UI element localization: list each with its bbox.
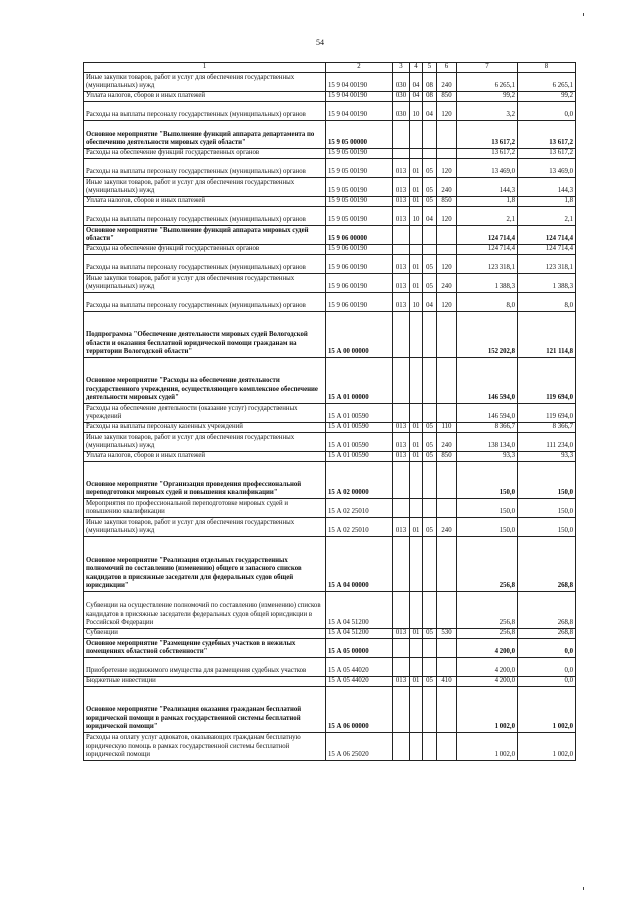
row-c6: 120: [437, 255, 457, 274]
row-code: 15 А 01 00590: [326, 433, 393, 452]
table-row: [84, 121, 576, 149]
row-c3: [393, 687, 410, 733]
table-row: [84, 658, 576, 677]
row-c3: 013: [393, 159, 410, 178]
row-name: Расходы на выплаты персоналу государственных (муниципальных) органов: [84, 293, 326, 312]
row-value-2: 0,0: [518, 639, 576, 658]
row-c6: 850: [437, 197, 457, 207]
row-c3: [393, 639, 410, 658]
table-row: [84, 293, 576, 312]
row-value-2: 119 694,0: [518, 404, 576, 423]
row-c6: [437, 358, 457, 404]
row-c3: [393, 121, 410, 149]
row-c5: [423, 149, 437, 159]
row-name: Расходы на обеспечение функций государственных органов: [84, 245, 326, 255]
row-c6: [437, 499, 457, 518]
row-name: Расходы на обеспечение функций государственных органов: [84, 149, 326, 159]
row-name: Расходы на выплаты персоналу государственных (муниципальных) органов: [84, 102, 326, 121]
row-c6: [437, 149, 457, 159]
row-value-2: 150,0: [518, 499, 576, 518]
row-c3: [393, 733, 410, 761]
row-value-1: 1,8: [457, 197, 518, 207]
row-code: 15 А 06 00000: [326, 687, 393, 733]
row-c4: [410, 404, 423, 423]
row-name: Расходы на выплаты персоналу государственных (муниципальных) органов: [84, 207, 326, 226]
row-name: Иные закупки товаров, работ и услуг для обеспечения государственных (муниципальных) нужд: [84, 178, 326, 197]
row-c5: 05: [423, 423, 437, 433]
page-number: 54: [316, 38, 324, 47]
row-c3: 013: [393, 207, 410, 226]
row-c4: [410, 592, 423, 629]
row-c3: 013: [393, 518, 410, 537]
row-c4: [410, 462, 423, 499]
table-row: [84, 274, 576, 293]
row-code: 15 9 05 00190: [326, 178, 393, 197]
row-name: Приобретение недвижимого имущества для размещения судебных участков: [84, 658, 326, 677]
row-name: Расходы на выплаты персоналу казенных учреждений: [84, 423, 326, 433]
budget-table: [83, 62, 576, 761]
row-value-1: 256,8: [457, 537, 518, 592]
table-row: [84, 255, 576, 274]
row-value-2: 13 617,2: [518, 149, 576, 159]
row-c4: [410, 312, 423, 358]
row-value-1: 146 594,0: [457, 358, 518, 404]
row-c6: 240: [437, 433, 457, 452]
row-c5: [423, 687, 437, 733]
row-c3: [393, 404, 410, 423]
row-name: Уплата налогов, сборов и иных платежей: [84, 92, 326, 102]
row-c4: 01: [410, 197, 423, 207]
table-row: [84, 592, 576, 629]
row-c3: [393, 245, 410, 255]
table-row: [84, 207, 576, 226]
row-value-1: 3,2: [457, 102, 518, 121]
row-value-1: 13 617,2: [457, 149, 518, 159]
row-c3: 013: [393, 433, 410, 452]
row-c5: 05: [423, 178, 437, 197]
row-value-1: 13 617,2: [457, 121, 518, 149]
row-value-2: 6 265,1: [518, 73, 576, 92]
row-c6: 410: [437, 677, 457, 687]
row-value-1: 6 265,1: [457, 73, 518, 92]
row-c3: 013: [393, 452, 410, 462]
row-name: Мероприятия по профессиональной переподготовке мировых судей и повышению квалификации: [84, 499, 326, 518]
row-value-2: 150,0: [518, 462, 576, 499]
row-value-2: 0,0: [518, 677, 576, 687]
table-row: [84, 358, 576, 404]
row-code: 15 9 05 00190: [326, 149, 393, 159]
row-c6: [437, 537, 457, 592]
row-c3: 013: [393, 197, 410, 207]
row-c4: 04: [410, 92, 423, 102]
table-row: [84, 197, 576, 207]
row-c6: [437, 658, 457, 677]
row-c5: [423, 226, 437, 245]
table-row: [84, 629, 576, 639]
row-c4: [410, 733, 423, 761]
row-value-2: 13 617,2: [518, 121, 576, 149]
row-code: 15 А 04 00000: [326, 537, 393, 592]
scan-mark: [583, 887, 584, 890]
row-name: Основное мероприятие "Размещение судебных участков в нежилых помещениях областной собственности": [84, 639, 326, 658]
row-value-1: 146 594,0: [457, 404, 518, 423]
row-name: Иные закупки товаров, работ и услуг для обеспечения государственных (муниципальных) нужд: [84, 73, 326, 92]
row-c3: [393, 462, 410, 499]
row-c4: 01: [410, 178, 423, 197]
row-code: 15 9 06 00000: [326, 226, 393, 245]
row-value-1: 144,3: [457, 178, 518, 197]
row-c4: 01: [410, 423, 423, 433]
row-code: 15 9 05 00190: [326, 207, 393, 226]
table-row: [84, 92, 576, 102]
row-c3: 013: [393, 423, 410, 433]
row-code: 15 А 05 44020: [326, 658, 393, 677]
row-c5: 08: [423, 92, 437, 102]
row-c4: 01: [410, 159, 423, 178]
row-value-1: 93,3: [457, 452, 518, 462]
row-code: 15 А 05 44020: [326, 677, 393, 687]
row-c6: [437, 639, 457, 658]
row-c5: 08: [423, 73, 437, 92]
row-c5: [423, 733, 437, 761]
row-name: Расходы на оплату услуг адвокатов, оказывающих гражданам бесплатную юридическую помощь в рамках государственной системы бесплатной юридической помощи: [84, 733, 326, 761]
row-c5: 05: [423, 629, 437, 639]
row-value-2: 2,1: [518, 207, 576, 226]
row-c4: 01: [410, 518, 423, 537]
row-name: Уплата налогов, сборов и иных платежей: [84, 197, 326, 207]
table-row: [84, 687, 576, 733]
table-row: [84, 433, 576, 452]
table-row: [84, 462, 576, 499]
row-c4: [410, 121, 423, 149]
row-c4: 01: [410, 274, 423, 293]
row-c6: 240: [437, 518, 457, 537]
row-value-2: 1 002,0: [518, 733, 576, 761]
row-c3: [393, 312, 410, 358]
row-code: 15 А 04 51200: [326, 592, 393, 629]
row-c4: 10: [410, 293, 423, 312]
row-value-2: 99,2: [518, 92, 576, 102]
row-name: Расходы на выплаты персоналу государственных (муниципальных) органов: [84, 159, 326, 178]
row-value-1: 1 388,3: [457, 274, 518, 293]
table-row: [84, 226, 576, 245]
row-c5: [423, 404, 437, 423]
row-value-1: 138 134,0: [457, 433, 518, 452]
row-c4: [410, 639, 423, 658]
row-c6: 120: [437, 207, 457, 226]
row-code: 15 9 05 00000: [326, 121, 393, 149]
row-code: 15 А 02 00000: [326, 462, 393, 499]
row-c3: [393, 537, 410, 592]
row-c4: [410, 226, 423, 245]
row-code: 15 А 01 00590: [326, 423, 393, 433]
table-row: [84, 518, 576, 537]
row-value-2: 121 114,8: [518, 312, 576, 358]
table-row: [84, 312, 576, 358]
row-c6: [437, 687, 457, 733]
row-c6: [437, 312, 457, 358]
table-row: [84, 73, 576, 92]
table-row: [84, 178, 576, 197]
row-c6: 120: [437, 102, 457, 121]
row-value-1: 99,2: [457, 92, 518, 102]
row-code: 15 А 05 00000: [326, 639, 393, 658]
col-header: 2: [326, 63, 393, 73]
row-code: 15 А 06 25020: [326, 733, 393, 761]
row-name: Подпрограмма "Обеспечение деятельности мировых судей Вологодской области и оказания бесплатной юридической помощи гражданам на территории Вологодской области": [84, 312, 326, 358]
row-code: 15 9 04 00190: [326, 73, 393, 92]
table-row: [84, 733, 576, 761]
row-value-2: 268,8: [518, 592, 576, 629]
table-row: [84, 245, 576, 255]
row-c3: 030: [393, 92, 410, 102]
row-c3: 030: [393, 73, 410, 92]
row-c3: 013: [393, 178, 410, 197]
row-value-2: 123 318,1: [518, 255, 576, 274]
row-c4: [410, 499, 423, 518]
row-c4: 10: [410, 102, 423, 121]
row-c5: 05: [423, 197, 437, 207]
col-header: 3: [393, 63, 410, 73]
row-value-1: 4 200,0: [457, 639, 518, 658]
row-code: 15 9 04 00190: [326, 102, 393, 121]
row-c5: [423, 462, 437, 499]
row-code: 15 9 06 00190: [326, 274, 393, 293]
row-c4: [410, 687, 423, 733]
row-c5: 05: [423, 433, 437, 452]
row-value-1: 256,8: [457, 592, 518, 629]
row-c4: 01: [410, 255, 423, 274]
row-c3: 013: [393, 677, 410, 687]
row-value-1: 150,0: [457, 462, 518, 499]
row-code: 15 9 06 00190: [326, 255, 393, 274]
row-value-2: 1 002,0: [518, 687, 576, 733]
row-c3: 030: [393, 102, 410, 121]
table-row: [84, 452, 576, 462]
row-c3: [393, 358, 410, 404]
row-c6: [437, 121, 457, 149]
row-value-1: 13 469,0: [457, 159, 518, 178]
row-code: 15 9 06 00190: [326, 245, 393, 255]
row-value-1: 1 002,0: [457, 733, 518, 761]
row-c6: [437, 733, 457, 761]
row-name: Иные закупки товаров, работ и услуг для обеспечения государственных (муниципальных) нужд: [84, 433, 326, 452]
row-c3: 013: [393, 255, 410, 274]
table-row: [84, 102, 576, 121]
row-value-1: 4 200,0: [457, 658, 518, 677]
row-c3: [393, 226, 410, 245]
row-c5: [423, 245, 437, 255]
row-c3: [393, 149, 410, 159]
row-name: Основное мероприятие "Реализация оказания гражданам бесплатной юридической помощи в рамках государственной системы бесплатной юридической помощи": [84, 687, 326, 733]
row-value-1: 8 366,7: [457, 423, 518, 433]
row-code: 15 А 04 51200: [326, 629, 393, 639]
row-value-1: 4 200,0: [457, 677, 518, 687]
col-header: 7: [457, 63, 518, 73]
row-value-2: 8 366,7: [518, 423, 576, 433]
row-c5: [423, 592, 437, 629]
table-row: [84, 404, 576, 423]
row-code: 15 А 00 00000: [326, 312, 393, 358]
row-c5: [423, 121, 437, 149]
row-c4: [410, 537, 423, 592]
row-c5: [423, 537, 437, 592]
row-value-1: 124 714,4: [457, 245, 518, 255]
row-c3: 013: [393, 274, 410, 293]
row-c4: 01: [410, 629, 423, 639]
row-code: 15 А 01 00000: [326, 358, 393, 404]
row-c6: 120: [437, 159, 457, 178]
col-header: 4: [410, 63, 423, 73]
row-c6: 240: [437, 178, 457, 197]
row-c6: [437, 462, 457, 499]
row-code: 15 А 02 25010: [326, 518, 393, 537]
row-code: 15 А 01 00590: [326, 404, 393, 423]
row-c5: 05: [423, 518, 437, 537]
row-c5: [423, 639, 437, 658]
row-c6: 240: [437, 274, 457, 293]
table-row: [84, 677, 576, 687]
row-c6: 110: [437, 423, 457, 433]
table-row: [84, 499, 576, 518]
row-code: 15 9 06 00190: [326, 293, 393, 312]
col-header: 8: [518, 63, 576, 73]
row-value-2: 1 388,3: [518, 274, 576, 293]
row-c3: [393, 658, 410, 677]
row-c4: 01: [410, 677, 423, 687]
row-value-2: 124 714,4: [518, 245, 576, 255]
row-c5: 05: [423, 274, 437, 293]
row-value-2: 150,0: [518, 518, 576, 537]
row-c6: [437, 404, 457, 423]
row-c6: [437, 592, 457, 629]
row-value-1: 256,8: [457, 629, 518, 639]
row-c5: 04: [423, 102, 437, 121]
row-value-2: 268,8: [518, 629, 576, 639]
row-c5: 05: [423, 452, 437, 462]
row-name: Основное мероприятие "Расходы на обеспечение деятельности государственного учреждения, осуществляющего комплексное обеспечение деятельности мировых судей": [84, 358, 326, 404]
row-name: Основное мероприятие "Выполнение функций аппарата мировых судей области": [84, 226, 326, 245]
row-c6: 120: [437, 293, 457, 312]
row-c6: 530: [437, 629, 457, 639]
row-c4: 01: [410, 452, 423, 462]
col-header: 6: [437, 63, 457, 73]
row-c4: 01: [410, 433, 423, 452]
row-c5: [423, 658, 437, 677]
col-header: 1: [84, 63, 326, 73]
row-value-2: 1,8: [518, 197, 576, 207]
row-value-1: 150,0: [457, 499, 518, 518]
row-c5: 05: [423, 159, 437, 178]
row-c6: 850: [437, 92, 457, 102]
row-name: Уплата налогов, сборов и иных платежей: [84, 452, 326, 462]
row-c4: [410, 358, 423, 404]
table-row: [84, 159, 576, 178]
row-c6: 850: [437, 452, 457, 462]
row-c3: [393, 499, 410, 518]
row-value-1: 124 714,4: [457, 226, 518, 245]
row-c6: [437, 226, 457, 245]
row-name: Расходы на выплаты персоналу государственных (муниципальных) органов: [84, 255, 326, 274]
row-name: Субвенции на осуществление полномочий по составлению (изменению) списков кандидатов в присяжные заседатели федеральных судов общей юрисдикции в Российской Федерации: [84, 592, 326, 629]
row-name: Иные закупки товаров, работ и услуг для обеспечения государственных (муниципальных) нужд: [84, 518, 326, 537]
col-header: 5: [423, 63, 437, 73]
row-c3: [393, 592, 410, 629]
row-c3: 013: [393, 629, 410, 639]
row-code: 15 9 05 00190: [326, 197, 393, 207]
table-row: [84, 149, 576, 159]
row-value-2: 0,0: [518, 658, 576, 677]
table-row: [84, 537, 576, 592]
row-name: Основное мероприятие "Реализация отдельных государственных полномочий по составлению (изменению) общего и запасного списков кандидатов в присяжные заседатели для федеральных судов общей юрисдикции": [84, 537, 326, 592]
table-row: [84, 423, 576, 433]
row-value-1: 1 002,0: [457, 687, 518, 733]
row-name: Расходы на обеспечение деятельности (оказание услуг) государственных учреждений: [84, 404, 326, 423]
row-value-2: 268,8: [518, 537, 576, 592]
row-c4: [410, 149, 423, 159]
row-name: Бюджетные инвестиции: [84, 677, 326, 687]
row-value-1: 152 202,8: [457, 312, 518, 358]
row-c6: 240: [437, 73, 457, 92]
row-name: Основное мероприятие "Выполнение функций аппарата департамента по обеспечению деятельности мировых судей области": [84, 121, 326, 149]
row-value-2: 111 234,0: [518, 433, 576, 452]
row-value-2: 13 469,0: [518, 159, 576, 178]
row-c4: 04: [410, 73, 423, 92]
row-c5: [423, 312, 437, 358]
row-name: Иные закупки товаров, работ и услуг для обеспечения государственных (муниципальных) нужд: [84, 274, 326, 293]
row-value-2: 93,3: [518, 452, 576, 462]
row-c4: [410, 245, 423, 255]
row-name: Основное мероприятие "Организация проведения профессиональной переподготовки мировых судей и повышения квалификации": [84, 462, 326, 499]
row-name: Субвенции: [84, 629, 326, 639]
row-c4: [410, 658, 423, 677]
row-value-2: 124 714,4: [518, 226, 576, 245]
row-c5: [423, 358, 437, 404]
row-c3: 013: [393, 293, 410, 312]
scan-mark: [583, 13, 584, 16]
row-value-2: 0,0: [518, 102, 576, 121]
row-value-2: 144,3: [518, 178, 576, 197]
row-value-1: 150,0: [457, 518, 518, 537]
row-c5: 05: [423, 255, 437, 274]
row-c5: [423, 499, 437, 518]
row-code: 15 9 04 00190: [326, 92, 393, 102]
row-code: 15 А 01 00590: [326, 452, 393, 462]
row-c5: 04: [423, 293, 437, 312]
row-value-1: 2,1: [457, 207, 518, 226]
row-c4: 10: [410, 207, 423, 226]
row-c5: 04: [423, 207, 437, 226]
row-value-2: 119 694,0: [518, 358, 576, 404]
header-row: [84, 63, 576, 73]
row-value-1: 8,0: [457, 293, 518, 312]
row-c6: [437, 245, 457, 255]
table-row: [84, 639, 576, 658]
row-code: 15 9 05 00190: [326, 159, 393, 178]
row-c5: 05: [423, 677, 437, 687]
row-code: 15 А 02 25010: [326, 499, 393, 518]
row-value-1: 123 318,1: [457, 255, 518, 274]
row-value-2: 8,0: [518, 293, 576, 312]
